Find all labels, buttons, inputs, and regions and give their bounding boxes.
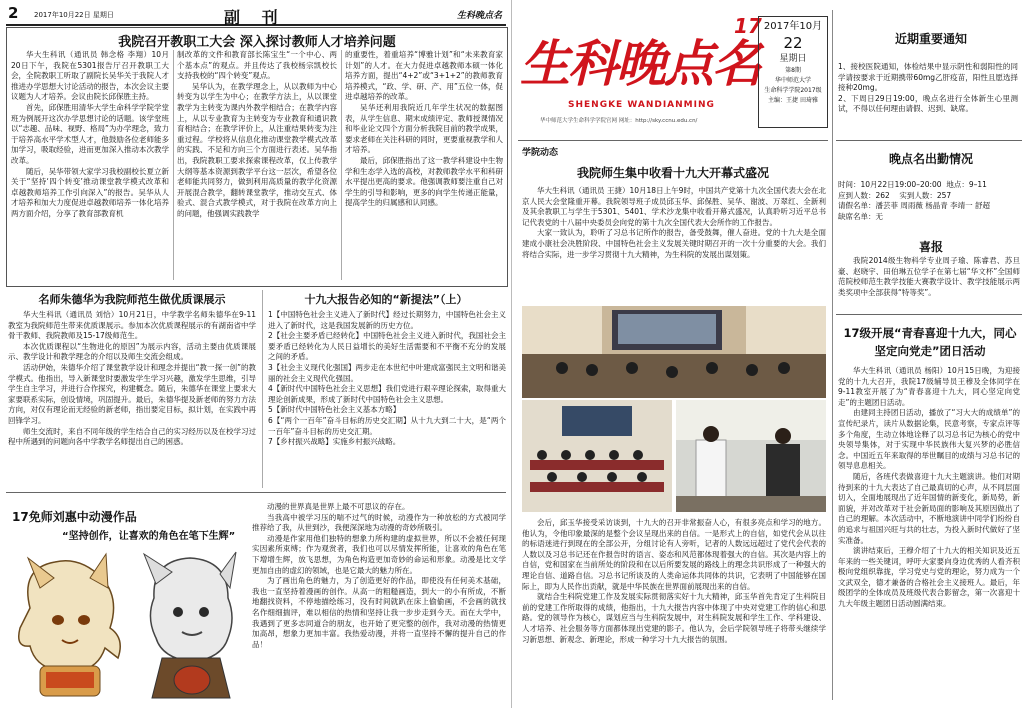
issue-org: 华中师范大学 [774, 77, 811, 84]
article-league-title: 17级开展“青春喜迎十九大，同心坚定向党走”团日活动 [843, 326, 1017, 358]
paragraph: 演讲结束后，王穆介绍了十九大的相关知识及近五年来的一些关键词，呼吁大家要向身边优秀的人看齐积极向党组织靠拢，学习党史与党的理论，努力成为一个文武双全，德才兼备的合格社会主义接班人。最后，年级团学的全体成员及班级代表合影留念，第一次喜迎十九大年级主题团日活动圆满结束。 [838, 546, 1020, 609]
header-date: 2017年10月22日 星期日 [34, 11, 114, 19]
paragraph: 就结合生科院党建工作及发展实际贯彻落实好十九大精神，邱玉华首先肯定了生科院目前的党建工作所取得的成绩，他指出，十九大报告内容中体现了中央对党建工作的信心和思路。党的领导作为核心，谋划应当与生科院发展中，对生科院发展和学生工作、学科建设、人才培养、社会服务等方面都体现出党建的影子。他认为，会后学院领导班子将带头继续学习新思想、新观念、新理论，形成一种学习十九大报告的氛围。 [522, 592, 826, 644]
issue-editor: 主编：王捷 田琦雅 [768, 97, 818, 104]
paragraph: 我院2014级生物科学专业周子瑜、陈睿君、苏旦豪、赵晓宇、田伯琳五位学子在第七届“华文杯”全国师范院校师范生教学技能大赛教学设计、教学技能展示两类奖项中全部获得“特等奖”。 [838, 256, 1020, 297]
masthead-caption: 华中师范大学生命科学学院官网 网址：http://sky.ccnu.edu.cn/ [540, 118, 698, 124]
article-staff-meeting-col3 [345, 50, 503, 282]
page-header [6, 4, 506, 26]
list-item: 5【新时代中国特色社会主义基本方略】 [268, 405, 401, 415]
article-staff-meeting-col1 [11, 50, 169, 282]
rollcall-title: 晚点名出勤情况 [888, 152, 973, 166]
article-staff-meeting [6, 27, 508, 287]
paragraph: 首先，邱保胜用清华大学生命科学学院学堂班为例展开这次办学思想讨论的话题。该学堂班以“志趣、品味、视野、格局”为办学理念，致力于培养高水平学术型人才，他鼓励各位老师能多加学习，吸取经验，进而更加深入推动本次教学改革。 [11, 102, 169, 165]
photo-classroom [522, 400, 672, 512]
cartoon-character-right [132, 548, 250, 704]
section-divider [518, 140, 828, 141]
issue-date-box [758, 16, 828, 128]
list-item: 3【社会主义现代化强国】两步走在本世纪中叶建成富强民主文明和谐美丽的社会主义现代化强国。 [268, 362, 506, 383]
section-label-college-news: 学院动态 [522, 148, 559, 158]
paragraph: 为了画出角色的魅力，为了创造更好的作品，即使没有任何美术基础，我也一直坚持着漫画的创作。从高一的粗糙画造，到大一的小有所成，不断地翻找资料，不停地描绘练习，没有时间就趴在床上偷偷画，不会画的就找名作细细揣评，难以相信的热情和坚持让我一步步走到今天。而在大学中，我遇到了更多志同道合的朋友，也开始了更完整的创作，我对动漫的热情更加高昂，想象力更加丰富。我热爱动漫，并将一直坚持不懈的提升自己的作品！ [252, 576, 506, 649]
paragraph: 华大生科讯（通讯员 王捷）10月18日上午9时，中国共产党第十九次全国代表大会在北京人民大会堂隆重开幕。我院领导班子成员邱玉华、邱保胜、吴华、谢波、万翠红、全新利及其余教职工与学生于5301、5401、学术沙龙集中收看开幕式盛况，认真聆听习近平总书记代表党的十八届中央委员会向党的第十九次全国代表大会所作的工作报告。 [522, 186, 826, 227]
paragraph: 动漫是作家用他们独特的想象力所构建的虚拟世界，所以不会被任何现实因素所束缚；作为观赏者，我们也可以尽情发挥所能，让喜欢的角色在笔下增增生辉，放飞思想，为角色构造更加奇妙的命运和形象。动漫是比文学更加自由的虚幻的领域，也是它最大的魅力所在。 [252, 533, 506, 575]
page-number: 2 [8, 4, 19, 22]
paragraph: 动漫的世界真是世界上最不可思议的存在。 [267, 502, 410, 511]
masthead-logo-mark: 17 [734, 14, 762, 38]
paragraph: 华大生科讯（通讯员 杨阳）10月15日晚，为迎接党的十九大召开，我院17级辅导员王穆及全体同学在9-11教室开展了为“青春喜迎十九大，同心坚定向党走”的主题团日活动。 [838, 366, 1020, 407]
rollcall-absent-list: 缺席名单：无 [838, 211, 883, 221]
article-congress-body-2 [522, 518, 826, 704]
issue-weekday: 星期日 [779, 54, 807, 64]
issue-year-month: 2017年10月 [763, 21, 823, 32]
paragraph: 的重要性，着重培养“博雅计划”和“未来教育家计划”的人才。在大力促进卓越教师本硕一体化培养方面，提出“4+2”或“3+1+2”的教师教育培养模式，“政、学、研、产、用”五位一体，促进卓越培养的改革。 [345, 50, 503, 102]
section-divider [836, 140, 1022, 141]
paragraph: 华大生科讯（通讯员 刘恰）10月21日，中学教学名师朱德华在9-11教室为我院师范生带来优质课展示。参加本次优质课程展示的有湖南省中学骨干教师、我院教师及15-17级师范生。 [8, 310, 256, 341]
paragraph: 活动伊始，朱德华介绍了课堂教学设计和理念并提出“教一探一创”的教学模式。他指出，导入新课堂时要激发学生学习兴趣，激发学生思维，引导学生自主学习，并进行合作探究，构建概念。随后，朱德华在课堂上要求大家要联系实际，创设情境，巩固提升。最后，朱德华提及新老师的努力方法方向，对仅有理论而无经验的新老师，指出要定目标，拟计划，在实践中再回锋学习。 [8, 362, 256, 425]
article-new-terms-title: 十九大报告必知的“新提法”（上） [304, 293, 468, 306]
paragraph: 华大生科讯（通讯员 韩念格 李翔）10月20日下午，我院在5301报告厅召开教职工大会，全院教职工听取了副院长吴华关于我院人才推进办学思想大讨论活动的报告，本次会议主要议题为人才培养。会议由院长邱保胜主持。 [11, 50, 169, 102]
cartoon-character-left [10, 548, 128, 704]
paragraph: 随后，各班代表做喜迎十九大主题演讲。他们对期待到来的十九大表达了自己最真切的心声，从不同层面切入，全面地展现出了近年国情的新变化，新局势，新面貌，并对改革对于社会新局面的影响及其原因做出了自己的理解。本次活动中，不断地演讲中同学们纷纷自的追求与祖国兴旺与共的壮志，为投入新时代做好了坚实准备。 [838, 471, 1020, 545]
article-league-body [838, 366, 1020, 704]
article-congress-title: 我院师生集中收看十九大开幕式盛况 [576, 166, 769, 180]
rollcall-leave-list: 请假名单：潘芸菲 周雨薇 杨晶青 李靖一 舒超 [838, 201, 991, 211]
paragraph: 制改革的文件和教育部长陈宝生“一个中心、两个基本点”的观点。并且传达了我校杨宗凯校长支持我校的“四个转变”观点。 [177, 50, 337, 81]
rollcall-body [838, 180, 1020, 236]
section-divider [836, 314, 1022, 315]
paragraph: 最后，邱保胜指出了这一教学科建设中生物学和生态学入选的高校，对教师教学水平和科研水平提出更高的要求。他强调教师要注重自己对学生的引导和影响，更多的向学生传递正能量，提高学生的归属感和认同感。 [345, 155, 503, 208]
paragraph: 吴华还利用我院近几年学生状况的数据图表，从学生信息、期末成绩评定、教师授课情况和毕业论文四个方面分析我院目前的教学成果，要求老师在关注科研的同时，更要重视教学和人才培养。 [345, 102, 503, 155]
article-staff-meeting-col2 [177, 50, 337, 282]
section-title: 副 刊 [224, 8, 286, 27]
column-divider [262, 290, 263, 488]
notice-item: 1、接校医院通知，体检结果中显示阴性和弱阳性的同学请按要求于近期携带60mg乙肝疫苗，阳性且愿选择接种20mg。 [838, 62, 1018, 93]
notice-item: 2、下周日29日19:00，晚点名进行全体新生心里测试，不得以任何理由请假、迟到、缺席。 [838, 93, 1018, 114]
list-item: 2【社会主要矛盾已经转化】中国特色社会主义进入新时代，我国社会主要矛盾已经转化为人民日益增长的美好生活需要和不平衡不充分的发展之间的矛盾。 [268, 331, 506, 362]
list-item: 7【乡村振兴战略】实施乡村振兴战略。 [268, 437, 401, 447]
column-divider [832, 10, 833, 700]
paragraph: 当我高中被学习压的喘不过气的时候，动漫作为一种放松的方式被同学推荐给了我，从世到沙，我便深深地为动漫的奇妙所吸引。 [252, 512, 506, 533]
joy-body [838, 256, 1020, 312]
issue-org-level: 生命科学学院2017级 [764, 87, 822, 94]
issue-number: 第8期 [785, 67, 801, 74]
joy-title: 喜报 [918, 240, 943, 254]
paragraph: 大家一致认为，聆听了习总书记所作的报告，备受鼓舞，催人奋进。党的十九大是全面建成小康社会决胜阶段、中国特色社会主义发展关键时期召开的一次十分重要的大会。我们将结合实际，进一步学习贯彻十九大精神，为生科院的发展出谋划策。 [522, 228, 826, 259]
rollcall-expected: 应到人数：262 [838, 190, 890, 200]
section-divider [6, 492, 506, 493]
article-staff-meeting-title: 我院召开教职工大会 深入探讨教师人才培养问题 [118, 35, 396, 50]
article-comic-subtitle: “坚持创作，让喜欢的角色在笔下生辉” [62, 531, 236, 542]
article-comic-body [252, 502, 506, 704]
article-teacher-demo-body [8, 310, 256, 486]
paragraph: 本次优质课程以“生物进化的原因”为展示内容，活动主要由优质课展示、教学设计和教学理念的介绍以及师生交流会组成。 [8, 341, 256, 362]
list-item: 1【中国特色社会主义进入了新时代】经过长期努力，中国特色社会主义进入了新时代，这是我国发展新的历史方位。 [268, 310, 506, 330]
column-divider [173, 50, 174, 280]
notice-title: 近期重要通知 [894, 32, 967, 46]
paragraph: 师生交流时，来自不同年级的学生结合自己的实习经历以及在校学习过程中所遇到的问题向各中学教学名师提出自己的困惑。 [8, 426, 256, 447]
notice-body [838, 62, 1018, 136]
masthead-pinyin: SHENGKE WANDIANMING [568, 100, 715, 110]
paragraph: 吴华认为，在教学理念上，从以教师为中心转变为以学生为中心；在教学方法上，从以课堂教学为主转变为课内外教学相结合；在教学内容上，从以专业教育为主转变为专业教育和通识教育相结合；在教学评价上，从注重结果转变为注重过程。学校将从信息化推动课堂教学模式改革的实践、不足和方向三个方面进行表述。吴华指出，我院教职工要求探索课程改革，仅上传教学大纲等基本资源到教学平台这一层次，希望各位老师能共同努力，做到利用高质量的教学化资源开展混合教学，翻转课堂教学，推动交互式、体验式、混合式教学模式，对于我院在改革方向上的问题，他强调实践教学 [177, 81, 337, 218]
article-new-terms-body [268, 310, 506, 486]
header-logo: 生科晚点名 [456, 11, 502, 21]
article-comic-title: 17免师刘惠中动漫作品 [12, 510, 137, 524]
paragraph: 随后，吴华带领大家学习我校副校长夏立新关于“坚持‘四个转变’推动课堂教学模式改革和卓越教师培养工作引向深入”的报告。吴华从人才培养和加大力度促进卓越教师培养一体化培养两方面介绍，分享了教育部教育机 [11, 166, 169, 218]
paragraph: 会后，邱玉华接受采访谈到，十九大的召开非常振奋人心，有很多亮点和学习的地方。他认为，令他印象最深的是整个会议呈现出来的自信。一是形式上的自信，如党代会从以往的标语迷进行到现在的全部公开，分组讨论有人旁听，记者的人数远远超过了党代会代表的人数以及习总书记还在作报告时的语言、姿态和风范都体现着强大的自信。其次是内容上的自信，党和国家在当前所处的阶段和在以后所要发展的路线上的理念共识形成了一种强大的理论自信、道路自信。习总书记所谈及的人类命运体共同体的共识，它表明了中国能够在国际上，即为人民作出贡献，就是中华民族在世界面前展现出来的自信。 [522, 518, 826, 591]
masthead-logo: 生科晚点名 [520, 34, 760, 93]
issue-day: 22 [783, 34, 803, 52]
list-item: 4【新时代中国特色社会主义思想】我们党进行艰辛理论探索，取得重大理论创新成果，形成了新时代中国特色社会主义思想。 [268, 384, 506, 404]
rollcall-time: 时间：10月22日19:00–20:00 [838, 180, 942, 189]
photo-auditorium [522, 306, 826, 398]
article-teacher-demo-title: 名师朱德华为我院师范生做优质课展示 [38, 293, 226, 306]
column-divider [341, 50, 342, 280]
paragraph: 由建同主持团日活动，播放了“习大大的成绩单”的宣传纪录片，读片从数据论集，民意考察，专家点评等多个角度，生动立体地诠释了以习总书记为核心的党中央领导集体，对于实现中华民族伟大复兴梦的必胜信念。中国近五年来取得的举世瞩目的成绩与习总书记的领导息息相关。 [838, 408, 1020, 471]
list-item: 6【“两个一百年”奋斗目标的历史交汇期】从十九大到二十大，是“两个一百年”奋斗目标的历史交汇期。 [268, 415, 506, 436]
right-page [512, 0, 1024, 708]
photo-interview [676, 400, 826, 512]
rollcall-place: 地点：9–11 [946, 180, 987, 189]
article-congress-body [522, 186, 826, 302]
rollcall-actual: 实到人数：257 [899, 190, 952, 200]
